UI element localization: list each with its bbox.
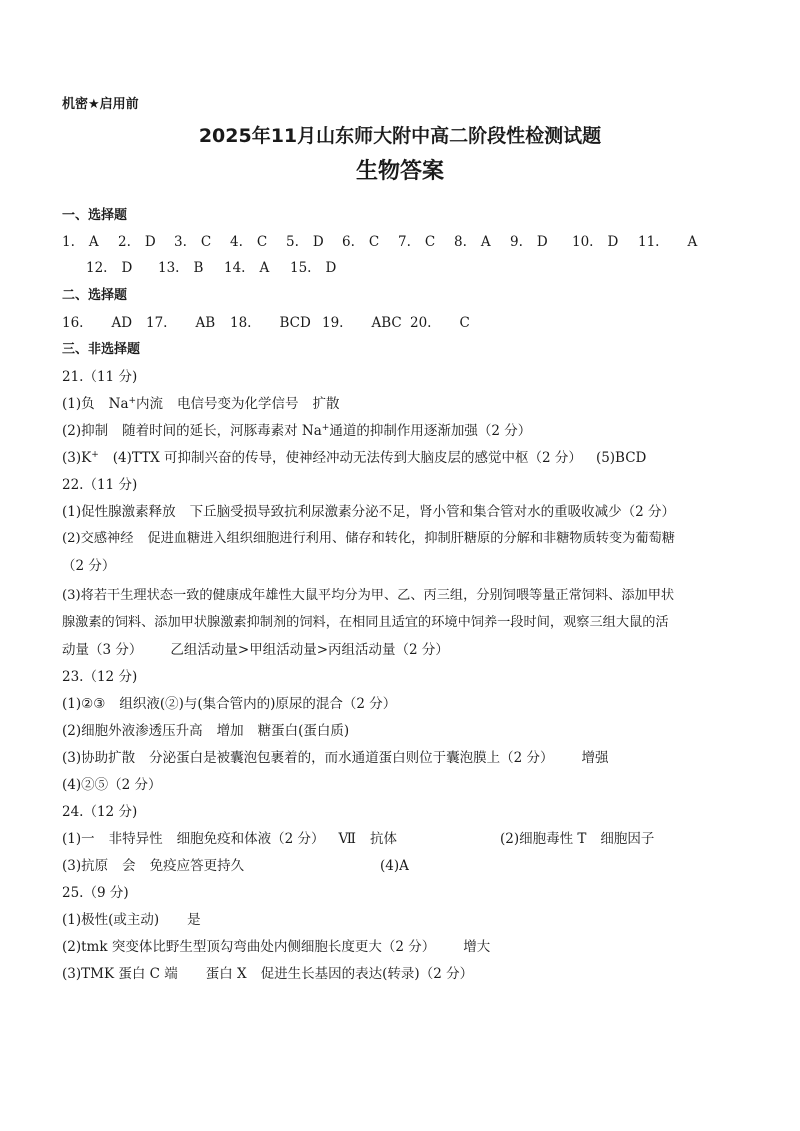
question-number: 16.: [62, 315, 84, 331]
q22-line-3a: (3)将若干生理状态一致的健康成年雄性大鼠平均分为甲、乙、丙三组，分别饲喂等量正常饲料、添加甲状: [62, 588, 675, 603]
q21-line-1: [62, 396, 340, 412]
q22-line-3c: [62, 642, 449, 658]
q21-line-2: [62, 423, 531, 439]
answer-text: 动量（3 分）: [62, 642, 143, 658]
section-2-heading: 二、选择题: [62, 288, 128, 303]
answer-choice: A: [259, 260, 270, 276]
answer-text: (3)K: [62, 450, 92, 466]
answer-choice: AB: [195, 315, 216, 331]
answer-choice: A: [480, 234, 491, 250]
answer-item: [290, 260, 336, 276]
answer-text: (2)抑制: [62, 423, 109, 439]
q22-line-2: [62, 531, 675, 547]
answer-choice: D: [144, 234, 156, 250]
answer-text: (5)BCD: [595, 450, 647, 466]
answer-text: 增加: [216, 723, 244, 739]
answer-text: 乙组活动量>甲组活动量>丙组活动量（2 分）: [170, 642, 449, 658]
question-number: 2.: [118, 234, 131, 250]
question-number: 20.: [410, 315, 432, 331]
answer-text: (2)交感神经: [62, 531, 134, 546]
question-number: 9.: [510, 234, 523, 250]
answer-choice: C: [256, 234, 268, 250]
answer-text: Na: [108, 396, 129, 412]
q21-heading: 21.（11 分): [62, 369, 138, 385]
answer-item: [398, 234, 435, 250]
answer-choice: D: [607, 234, 619, 250]
answer-choice: D: [121, 260, 133, 276]
q24-line-1: [62, 831, 397, 847]
answer-choice: C: [368, 234, 380, 250]
answer-item: [62, 234, 99, 250]
question-number: 15.: [290, 260, 312, 276]
answer-choice: D: [312, 234, 324, 250]
q24-line-2: [62, 858, 244, 874]
answer-text: (1)促性腺激素释放: [62, 504, 176, 520]
answer-text: 增大: [463, 939, 491, 955]
answer-choice: C: [459, 315, 470, 331]
superscript: +: [91, 450, 99, 460]
answer-text: (2)tmk 突变体比野生型顶勾弯曲处内侧细胞长度更大（2 分）: [62, 939, 436, 955]
question-number: 3.: [174, 234, 187, 250]
answer-choice: A: [687, 234, 698, 250]
answer-text: 内流: [136, 396, 164, 412]
mc-row-2: [0, 260, 800, 276]
q23-line-3: [62, 750, 609, 766]
answer-item: [174, 234, 211, 250]
q23-line-2: [62, 723, 349, 739]
answer-item: [230, 234, 267, 250]
q25-line-3: [62, 966, 473, 982]
q25-heading: 25.（9 分): [62, 885, 129, 901]
answer-text: (1)一: [62, 831, 95, 847]
answer-text: (4)TTX 可抑制兴奋的传导，使神经冲动无法传到大脑皮层的感觉中枢（2 分）: [112, 450, 582, 466]
answer-text: 糖蛋白(蛋白质): [257, 723, 350, 739]
q22-heading: 22.（11 分): [62, 477, 138, 493]
answer-text: (2)细胞毒性 T: [500, 831, 587, 847]
q23-line-4: (4)②⑤（2 分）: [62, 777, 162, 793]
section-3-heading: 三、非选择题: [62, 342, 141, 357]
answer-item: [146, 315, 215, 331]
answer-text: 扩散: [312, 396, 340, 412]
mc-row-3: [0, 315, 800, 331]
question-number: 1.: [62, 234, 75, 250]
question-number: 11.: [638, 234, 660, 250]
answer-choice: B: [193, 260, 204, 276]
answer-item: [510, 234, 548, 250]
answer-text: (3)协助扩散: [62, 750, 136, 766]
superscript: +: [321, 423, 330, 433]
answer-item: [454, 234, 491, 250]
q23-line-1: [62, 696, 396, 712]
answer-item: [230, 315, 311, 331]
answer-item: [410, 315, 470, 331]
answer-choice: BCD: [279, 315, 311, 331]
question-number: 10.: [572, 234, 594, 250]
question-number: 4.: [230, 234, 243, 250]
q25-line-1: [62, 912, 201, 928]
q25-line-2: [62, 939, 490, 955]
question-number: 13.: [158, 260, 180, 276]
question-number: 19.: [322, 315, 344, 331]
answer-choice: AD: [111, 315, 133, 331]
question-number: 17.: [146, 315, 168, 331]
superscript: +: [128, 396, 137, 406]
section-1-heading: 一、选择题: [62, 208, 128, 223]
mc-row-1: [0, 234, 800, 250]
question-number: 14.: [224, 260, 246, 276]
answer-choice: D: [536, 234, 548, 250]
answer-text: (3)TMK 蛋白 C 端: [62, 966, 178, 982]
answer-text: 组织液(②)与(集合管内的)原尿的混合（2 分）: [119, 696, 397, 712]
q24-line-1-right: [500, 831, 654, 847]
q24-line-2-right: (4)A: [380, 858, 409, 874]
answer-text: 是: [187, 912, 201, 928]
question-number: 8.: [454, 234, 467, 250]
question-number: 6.: [342, 234, 355, 250]
answer-item: [224, 260, 269, 276]
answer-text: 抗体: [369, 831, 397, 847]
confidential-label: 机密★启用前: [62, 97, 139, 112]
answer-choice: C: [200, 234, 212, 250]
question-number: 7.: [398, 234, 411, 250]
answer-text: (2)细胞外液渗透压升高: [62, 723, 203, 739]
answer-text: 免疫应答更持久: [149, 858, 245, 874]
answer-text: 非特异性: [108, 831, 163, 847]
q22-line-2b: （2 分）: [62, 558, 116, 574]
answer-text: 分泌蛋白是被囊泡包裹着的，而水通道蛋白则位于囊泡膜上（2 分）: [149, 750, 554, 766]
answer-item: [118, 234, 156, 250]
answer-text: 通道的抑制作用逐渐加强（2 分）: [329, 423, 532, 439]
answer-item: [322, 315, 402, 331]
question-number: 12.: [86, 260, 108, 276]
q23-heading: 23.（12 分): [62, 669, 138, 685]
answer-text: 电信号变为化学信号: [177, 396, 299, 412]
answer-item: [286, 234, 324, 250]
answer-text: 细胞因子: [600, 831, 655, 847]
answer-text: 下丘脑受损导致抗利尿激素分泌不足，肾小管和集合管对水的重吸收减少（2 分）: [189, 504, 676, 520]
answer-text: (1)②③: [62, 696, 106, 712]
question-number: 5.: [286, 234, 299, 250]
answer-choice: C: [424, 234, 436, 250]
answer-text: 会: [122, 858, 136, 874]
answer-item: [572, 234, 618, 250]
answer-choice: D: [325, 260, 337, 276]
answer-choice: A: [88, 234, 99, 250]
answer-text: 随着时间的延长，河豚毒素对 Na: [122, 423, 322, 439]
q22-line-3b: 腺激素的饲料、添加甲状腺激素抑制剂的饲料，在相同且适宜的环境中饲养一段时间，观察三组大鼠的活: [62, 615, 669, 630]
answer-item: [62, 315, 132, 331]
question-number: 18.: [230, 315, 252, 331]
answer-text: 促进生长基因的表达(转录)（2 分）: [260, 966, 474, 982]
answer-text: 增强: [581, 750, 609, 766]
answer-text: (1)极性(或主动): [62, 912, 160, 928]
answer-item: [158, 260, 203, 276]
answer-text: 促进血糖进入组织细胞进行利用、储存和转化，抑制肝糖原的分解和非糖物质转变为葡萄糖: [147, 531, 675, 546]
answer-text: (1)负: [62, 396, 95, 412]
answer-item: [86, 260, 132, 276]
answer-choice: ABC: [371, 315, 402, 331]
q21-line-3: [62, 450, 646, 466]
answer-text: Ⅶ: [338, 831, 356, 847]
q24-heading: 24.（12 分): [62, 804, 138, 820]
answer-text: 蛋白 X: [205, 966, 247, 982]
answer-subtitle: 生物答案: [355, 159, 444, 184]
answer-text: 细胞免疫和体液（2 分）: [176, 831, 325, 847]
answer-item: [342, 234, 379, 250]
exam-title: 2025年11月山东师大附中高二阶段性检测试题: [198, 125, 602, 147]
answer-text: (3)抗原: [62, 858, 109, 874]
answer-item: [638, 234, 697, 250]
q22-line-1: [62, 504, 675, 520]
